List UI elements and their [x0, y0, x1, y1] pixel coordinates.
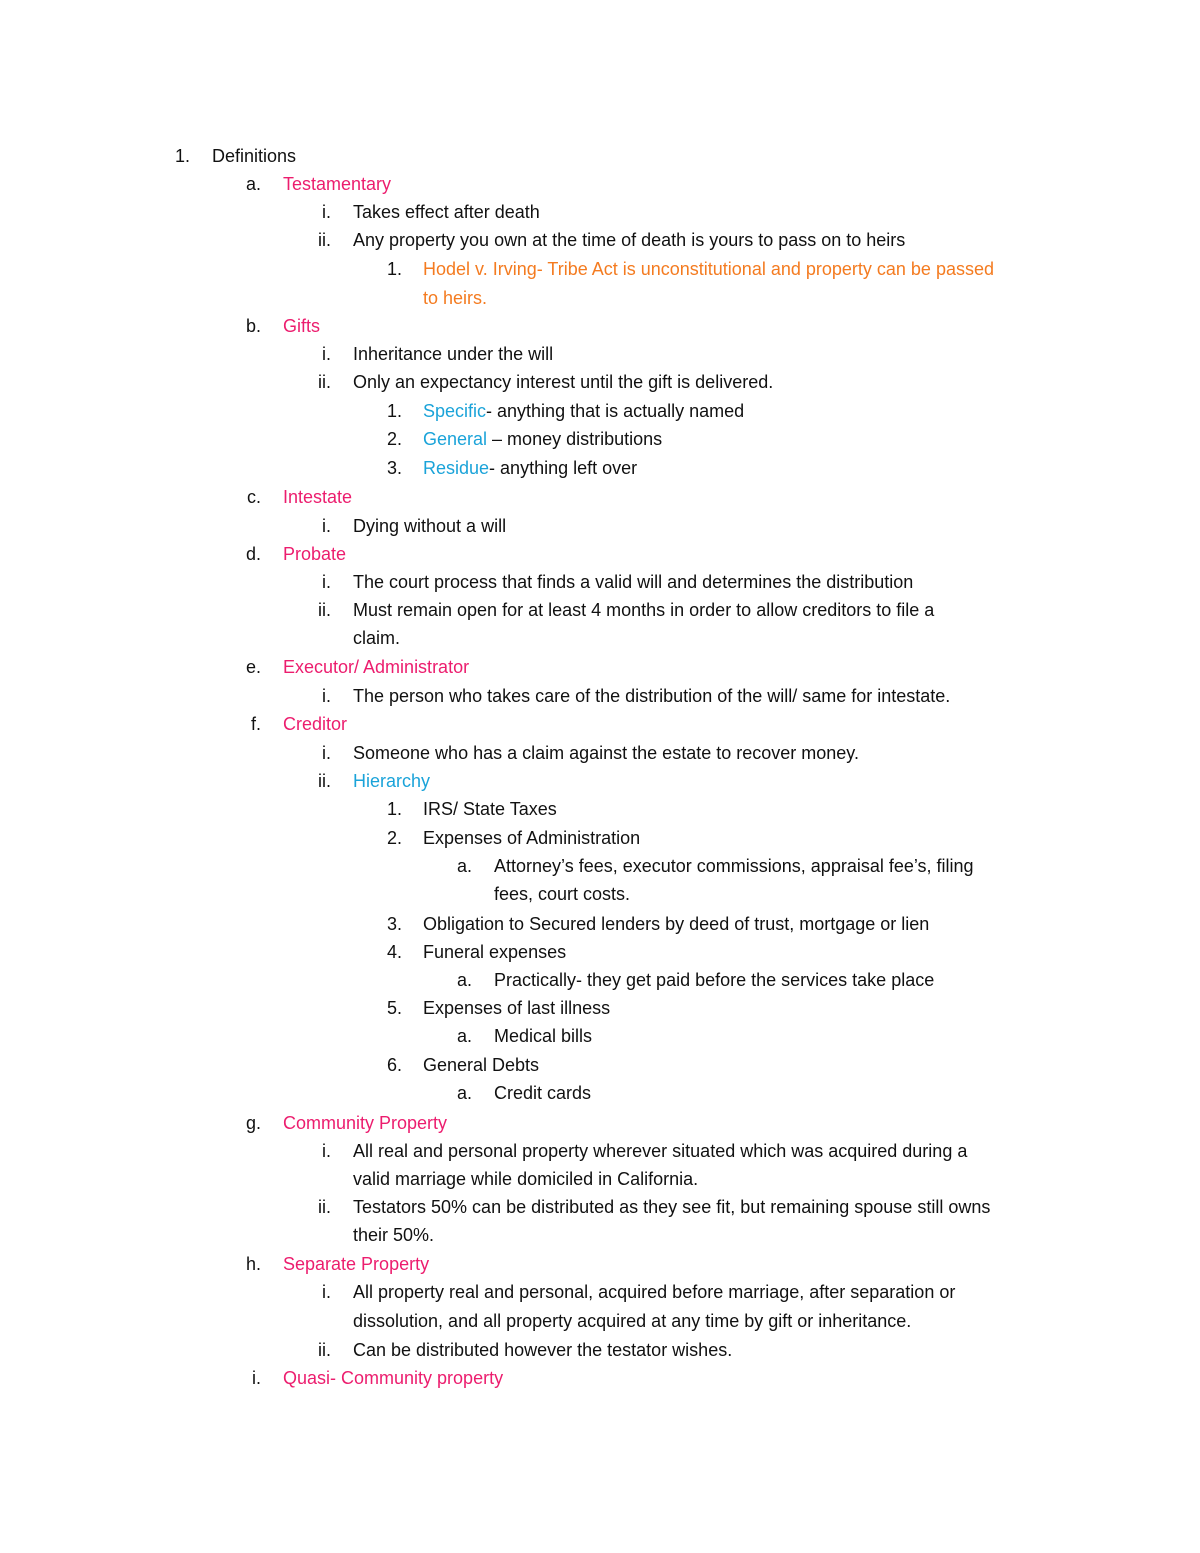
list-marker: h. — [245, 1254, 261, 1274]
case-citation-continued: to heirs. — [423, 288, 488, 308]
hierarchy-item: Expenses of Administration — [423, 828, 641, 848]
definition-text: The court process that finds a valid will and determines the distribution — [353, 572, 914, 592]
list-marker: ii. — [318, 372, 331, 392]
definition-text: Testators 50% can be distributed as they see fit, but remaining spouse still owns — [353, 1197, 991, 1217]
list-marker: i. — [322, 344, 331, 364]
list-marker: 2. — [386, 828, 402, 848]
definition-text: Only an expectancy interest until the gift is delivered. — [353, 372, 774, 392]
category-label: Residue — [423, 458, 490, 478]
hierarchy-item: Funeral expenses — [423, 942, 567, 962]
gift-type-general — [423, 428, 662, 450]
list-marker: 1. — [386, 259, 402, 279]
definition-text-continued: dissolution, and all property acquired at any time by gift or inheritance. — [353, 1311, 912, 1331]
term-separate-property: Separate Property — [283, 1254, 430, 1274]
definition-text: Someone who has a claim against the estate to recover money. — [353, 743, 859, 763]
definition-text: Any property you own at the time of death is yours to pass on to heirs — [353, 230, 906, 250]
hierarchy-subitem: Credit cards — [494, 1083, 592, 1103]
list-marker: ii. — [318, 771, 331, 791]
hierarchy-item: General Debts — [423, 1055, 540, 1075]
gift-type-specific — [423, 400, 744, 422]
case-citation: Hodel v. Irving- Tribe Act is unconstitutional and property can be passed — [423, 259, 994, 279]
list-marker: d. — [245, 544, 261, 564]
list-marker: ii. — [318, 1197, 331, 1217]
category-label: Specific — [423, 401, 487, 421]
gift-type-residue — [423, 457, 637, 479]
list-marker: ii. — [318, 1340, 331, 1360]
list-marker: g. — [245, 1113, 261, 1133]
list-marker: i. — [322, 572, 331, 592]
list-marker: a. — [456, 1083, 472, 1103]
term-quasi-community-property: Quasi- Community property — [283, 1368, 504, 1388]
definition-text: Must remain open for at least 4 months in order to allow creditors to file a — [353, 600, 935, 620]
list-marker: 1. — [386, 401, 402, 421]
list-marker: 5. — [386, 998, 402, 1018]
term-testamentary: Testamentary — [283, 174, 392, 194]
list-marker: ii. — [318, 600, 331, 620]
term-creditor: Creditor — [283, 714, 348, 734]
definition-text: Inheritance under the will — [353, 344, 554, 364]
category-text: – money distributions — [487, 429, 663, 449]
list-marker: i. — [322, 516, 331, 536]
list-marker: 3. — [386, 458, 402, 478]
list-marker: i. — [322, 202, 331, 222]
list-marker: 4. — [386, 942, 402, 962]
term-gifts: Gifts — [283, 316, 321, 336]
list-marker: e. — [245, 657, 261, 677]
list-marker: a. — [456, 1026, 472, 1046]
list-marker: b. — [245, 316, 261, 336]
list-marker: 1. — [386, 799, 402, 819]
list-marker: a. — [456, 970, 472, 990]
definition-text: The person who takes care of the distribution of the will/ same for intestate. — [353, 686, 951, 706]
list-marker: 3. — [386, 914, 402, 934]
list-marker: 1. — [174, 146, 190, 166]
list-marker: i. — [322, 686, 331, 706]
definition-text: All real and personal property wherever situated which was acquired during a — [353, 1141, 968, 1161]
hierarchy-subitem-continued: fees, court costs. — [494, 884, 631, 904]
list-marker: f. — [250, 714, 261, 734]
definition-text-continued: claim. — [353, 628, 401, 648]
definition-text: Can be distributed however the testator wishes. — [353, 1340, 733, 1360]
category-text: - anything left over — [489, 458, 638, 478]
definition-text: Takes effect after death — [353, 202, 540, 222]
list-marker: i. — [252, 1368, 261, 1388]
hierarchy-subitem: Attorney’s fees, executor commissions, appraisal fee’s, filing — [494, 856, 974, 876]
term-executor-administrator: Executor/ Administrator — [283, 657, 470, 677]
hierarchy-subitem: Medical bills — [494, 1026, 593, 1046]
list-marker: 2. — [386, 429, 402, 449]
list-marker: a. — [245, 174, 261, 194]
list-marker: i. — [322, 743, 331, 763]
term-probate: Probate — [283, 544, 347, 564]
category-label: General — [423, 429, 488, 449]
list-marker: i. — [322, 1282, 331, 1302]
hierarchy-subitem: Practically- they get paid before the services take place — [494, 970, 935, 990]
term-intestate: Intestate — [283, 487, 353, 507]
list-marker: a. — [456, 856, 472, 876]
term-community-property: Community Property — [283, 1113, 448, 1133]
list-marker: i. — [322, 1141, 331, 1161]
hierarchy-item: Obligation to Secured lenders by deed of trust, mortgage or lien — [423, 914, 930, 934]
definition-text: All property real and personal, acquired before marriage, after separation or — [353, 1282, 956, 1302]
hierarchy-label: Hierarchy — [353, 771, 431, 791]
definition-text-continued: their 50%. — [353, 1225, 435, 1245]
definition-text: Dying without a will — [353, 516, 507, 536]
hierarchy-item: IRS/ State Taxes — [423, 799, 557, 819]
list-marker: ii. — [318, 230, 331, 250]
category-text: - anything that is actually named — [486, 401, 745, 421]
list-marker: c. — [246, 487, 261, 507]
list-marker: 6. — [386, 1055, 402, 1075]
definition-text-continued: valid marriage while domiciled in California. — [353, 1169, 699, 1189]
hierarchy-item: Expenses of last illness — [423, 998, 611, 1018]
section-heading-definitions: Definitions — [212, 146, 297, 166]
